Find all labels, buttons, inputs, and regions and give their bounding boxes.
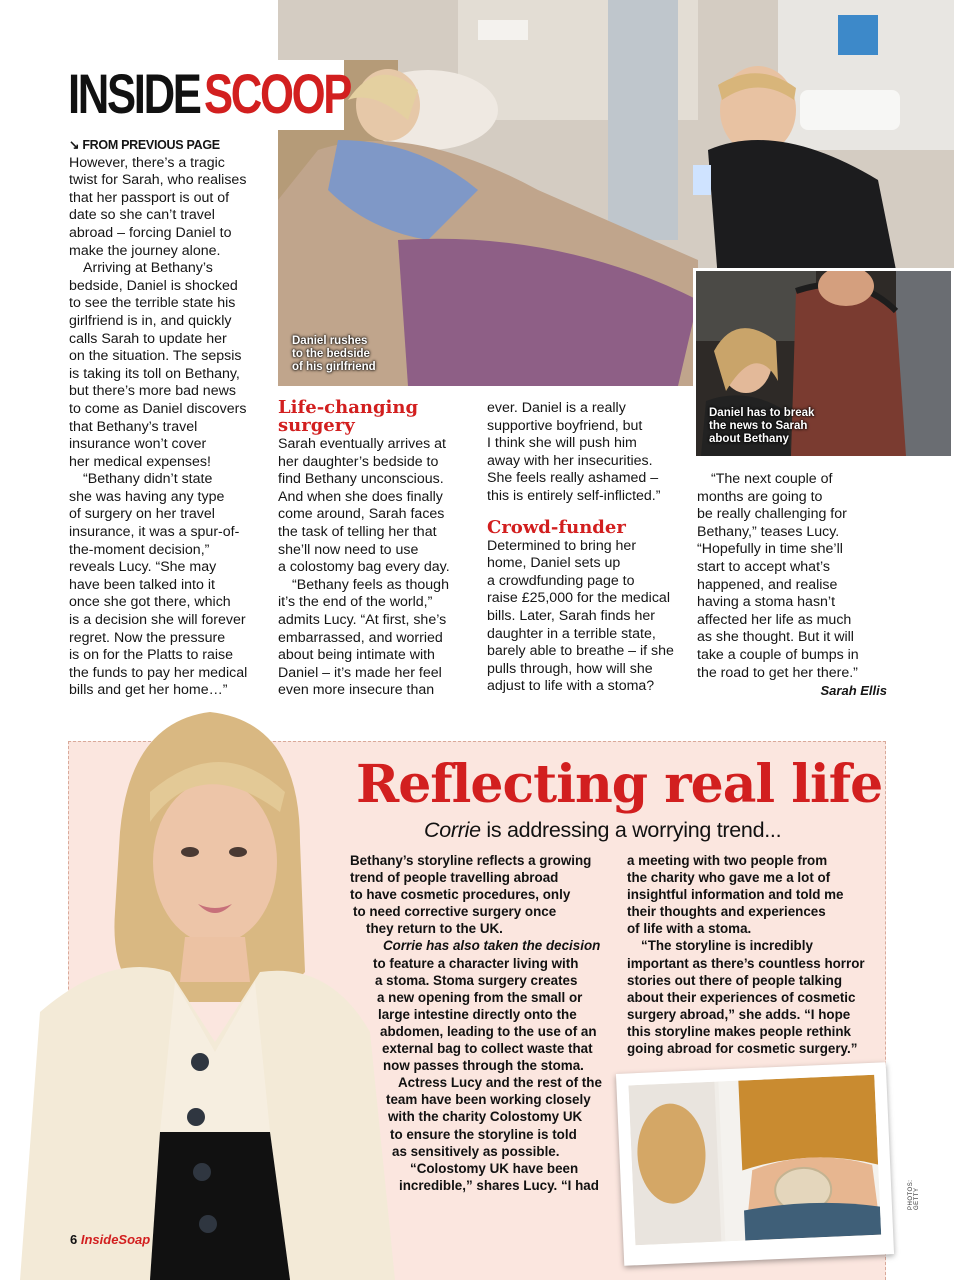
subhead-life-changing: Life-changing — [278, 397, 419, 418]
body-line: is a decision she will forever — [69, 612, 246, 629]
column-2 — [278, 399, 478, 700]
body-line: date so she can’t travel — [69, 207, 215, 224]
body-line: affected her life as much — [697, 611, 852, 628]
body-line: the task of telling her that — [278, 523, 437, 540]
feature-line: external bag to collect waste that — [382, 1041, 593, 1057]
subhead-crowd-funder: Crowd-funder — [487, 516, 626, 538]
body-line: Sarah eventually arrives at — [278, 436, 446, 452]
body-line: is taking its toll on Bethany, — [69, 365, 240, 382]
column-4 — [697, 471, 887, 700]
body-line: raise £25,000 for the medical — [487, 590, 670, 607]
hospital-photo-caption — [292, 335, 376, 374]
body-line: “Bethany feels as though — [292, 576, 449, 593]
body-line: girlfriend is in, and quickly — [69, 312, 232, 329]
body-line: Bethany,” teases Lucy. — [697, 523, 840, 540]
body-line: having a stoma hasn’t — [697, 594, 836, 611]
section-title-scoop: SCOOP — [204, 62, 351, 125]
body-line: away with her insecurities. — [487, 452, 653, 469]
body-line: even more insecure than — [278, 682, 435, 699]
feature-column-right — [627, 852, 877, 1057]
body-line: bills. Later, Sarah finds her — [487, 607, 655, 624]
caption-line: Daniel has to break — [709, 407, 815, 419]
body-line: I think she will push him — [487, 435, 637, 452]
feature-line: trend of people travelling abroad — [350, 870, 559, 886]
feature-line: they return to the UK. — [366, 921, 503, 937]
body-line: twist for Sarah, who realises — [69, 172, 247, 189]
stoma-photo-polaroid — [616, 1062, 894, 1266]
feature-line: of life with a stoma. — [627, 921, 752, 937]
body-line: “The next couple of — [711, 471, 833, 487]
feature-line: about their experiences of cosmetic — [627, 989, 856, 1005]
feature-line: abdomen, leading to the use of an — [380, 1023, 597, 1039]
standfirst-show-name: Corrie — [424, 818, 481, 842]
body-line: “Bethany didn’t state — [83, 471, 213, 488]
feature-line: to ensure the storyline is told — [390, 1126, 577, 1142]
body-line: regret. Now the pressure — [69, 629, 226, 646]
body-line: to see the terrible state his — [69, 295, 236, 312]
body-line: happened, and realise — [697, 576, 838, 593]
body-line: that her passport is out of — [69, 189, 230, 206]
body-line: bedside, Daniel is shocked — [69, 277, 238, 294]
feature-line — [350, 937, 612, 954]
body-line: daughter in a terrible state, — [487, 625, 656, 642]
body-line: However, there’s a tragic — [69, 154, 225, 171]
body-line: have been talked into it — [69, 576, 215, 593]
body-line: ever. Daniel is a really — [487, 400, 626, 416]
body-line: that Bethany’s travel — [69, 418, 198, 435]
feature-column-left — [350, 852, 612, 1194]
feature-line: “The storyline is incredibly — [641, 938, 813, 954]
feature-line: important as there’s countless horror — [627, 955, 865, 971]
caption-line: the news to Sarah — [709, 420, 808, 432]
body-line: this is entirely self-inflicted.” — [487, 487, 661, 504]
feature-line: now passes through the stoma. — [383, 1058, 584, 1074]
magazine-name: InsideSoap — [80, 1232, 151, 1247]
body-line: is on for the Platts to raise — [69, 647, 234, 664]
standfirst-text: is addressing a worrying trend... — [480, 818, 782, 842]
column-3 — [487, 400, 687, 696]
caption-line: Daniel rushes — [292, 335, 368, 347]
feature-standfirst — [424, 818, 781, 843]
caption-line: to the bedside — [292, 348, 370, 360]
feature-line: surgery abroad,” she adds. “I hope — [627, 1006, 851, 1022]
body-line: come around, Sarah faces — [278, 506, 445, 523]
body-line: of surgery on her travel — [69, 506, 215, 523]
body-line: it’s the end of the world,” — [278, 594, 433, 611]
feature-line-text: Corrie has also taken the decision — [383, 938, 601, 954]
body-line: Daniel – it’s made her feel — [278, 664, 442, 681]
body-line: to come as Daniel discovers — [69, 400, 247, 417]
feature-line: Actress Lucy and the rest of the — [398, 1075, 602, 1091]
body-line: be really challenging for — [697, 506, 847, 523]
body-line: admits Lucy. “At first, she’s — [278, 611, 447, 628]
feature-line: insightful information and told me — [627, 887, 844, 903]
body-line: supportive boyfriend, but — [487, 417, 643, 434]
body-line: take a couple of bumps in — [697, 646, 859, 663]
body-line: a crowdfunding page to — [487, 572, 635, 589]
body-line: her medical expenses! — [69, 453, 211, 470]
body-line: pulls through, how will she — [487, 660, 653, 677]
from-previous-page-link[interactable]: ↘ FROM PREVIOUS PAGE — [69, 138, 220, 152]
body-line: find Bethany unconscious. — [278, 471, 444, 488]
photo-credit: PHOTOS: GETTY — [908, 1179, 920, 1210]
stoma-photo — [628, 1075, 881, 1246]
break-news-caption — [709, 407, 814, 446]
subhead-surgery: surgery — [278, 415, 355, 436]
body-line: calls Sarah to update her — [69, 330, 227, 347]
body-line: as she thought. But it will — [697, 629, 854, 646]
body-line: start to accept what’s — [697, 558, 831, 575]
body-line: once she got there, which — [69, 594, 231, 611]
feature-line: a meeting with two people from — [627, 853, 828, 868]
feature-line: going abroad for cosmetic surgery.” — [627, 1041, 858, 1057]
body-line: her daughter’s bedside to — [278, 453, 439, 470]
page-number: 6 — [70, 1232, 78, 1247]
body-line: She feels really ashamed – — [487, 470, 659, 487]
feature-line: stories out there of people talking — [627, 972, 843, 988]
body-line: embarrassed, and worried — [278, 629, 443, 646]
byline: Sarah Ellis — [820, 683, 887, 699]
feature-line: to feature a character living with — [373, 955, 579, 971]
body-line: adjust to life with a stoma? — [487, 678, 655, 695]
body-line: Determined to bring her — [487, 537, 637, 554]
body-line: months are going to — [697, 488, 823, 505]
feature-line: Bethany’s storyline reflects a growing — [350, 853, 592, 868]
body-line: about being intimate with — [278, 647, 435, 664]
page-folio — [70, 1232, 150, 1247]
feature-line: the charity who gave me a lot of — [627, 870, 831, 886]
feature-line: to need corrective surgery once — [353, 904, 557, 920]
feature-line: incredible,” shares Lucy. “I had — [399, 1177, 599, 1193]
body-line: the-moment decision,” — [69, 541, 210, 558]
body-line: abroad – forcing Daniel to — [69, 224, 232, 241]
body-line: bills and get her home…” — [69, 682, 228, 699]
body-line: Arriving at Bethany’s — [83, 260, 213, 277]
body-line: “Hopefully in time she’ll — [697, 541, 843, 558]
body-line: insurance won’t cover — [69, 436, 207, 453]
body-line: on the situation. The sepsis — [69, 348, 242, 365]
column-1 — [69, 137, 269, 700]
feature-line: large intestine directly onto the — [378, 1006, 577, 1022]
feature-line: “Colostomy UK have been — [410, 1160, 579, 1176]
actress-portrait — [0, 712, 400, 1280]
body-line: she’ll now need to use — [278, 541, 419, 558]
body-line: but there’s more bad news — [69, 383, 236, 400]
feature-line: to have cosmetic procedures, only — [350, 887, 571, 903]
body-line: the road to get her there.” — [697, 664, 858, 681]
feature-line: this storyline makes people rethink — [627, 1023, 851, 1039]
body-line: she was having any type — [69, 488, 225, 505]
feature-line: a new opening from the small or — [377, 989, 583, 1005]
body-line: make the journey alone. — [69, 242, 221, 259]
body-line: the funds to pay her medical — [69, 664, 248, 681]
body-line: a colostomy bag every day. — [278, 559, 450, 576]
body-line: home, Daniel sets up — [487, 555, 621, 572]
feature-line: their thoughts and experiences — [627, 904, 826, 920]
body-line: insurance, it was a spur-of- — [69, 524, 240, 541]
caption-line: about Bethany — [709, 433, 789, 445]
feature-line: as sensitively as possible. — [392, 1143, 560, 1159]
feature-line: team have been working closely — [386, 1092, 591, 1108]
body-line: And when she does finally — [278, 488, 443, 505]
feature-line: with the charity Colostomy UK — [388, 1109, 583, 1125]
feature-line: a stoma. Stoma surgery creates — [375, 972, 578, 988]
break-news-photo — [693, 268, 954, 459]
feature-headline: Reflecting real life — [356, 754, 883, 815]
body-line: reveals Lucy. “She may — [69, 559, 217, 576]
section-title-inside: INSIDE — [68, 62, 200, 125]
body-line: barely able to breathe – if she — [487, 643, 674, 660]
caption-line: of his girlfriend — [292, 361, 376, 373]
